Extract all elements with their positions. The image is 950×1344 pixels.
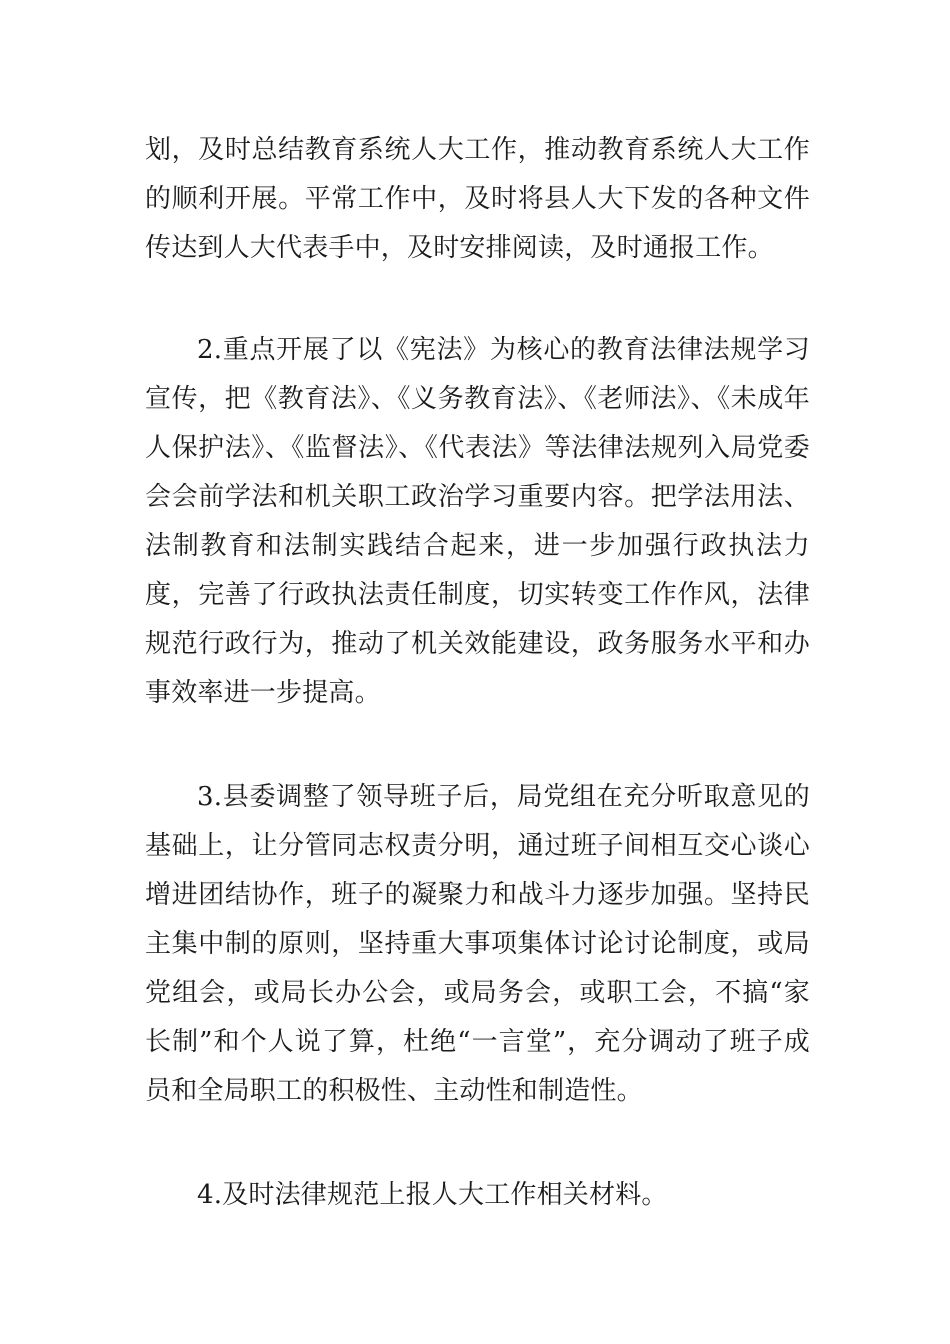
- paragraph-item-3: 3.县委调整了领导班子后，局党组在充分听取意见的基础上，让分管同志权责分明，通过班子间相互交心谈心增进团结协作，班子的凝聚力和战斗力逐步加强。坚持民主集中制的原则，坚持重大事项集体讨论讨论制度，或局党组会，或局长办公会，或局务会，或职工会，不搞“家长制”和个人说了算，杜绝“一言堂”，充分调动了班子成员和全局职工的积极性、主动性和制造性。: [145, 782, 810, 1106]
- paragraph-continuation: 划，及时总结教育系统人大工作，推动教育系统人大工作的顺利开展。平常工作中，及时将县人大下发的各种文件传达到人大代表手中，及时安排阅读，及时通报工作。: [145, 135, 810, 263]
- paragraph-item-4: 4.及时法律规范上报人大工作相关材料。: [197, 1180, 668, 1210]
- paragraph-item-2: 2.重点开展了以《宪法》为核心的教育法律法规学习宣传，把《教育法》、《义务教育法》、《老师法》、《未成年人保护法》、《监督法》、《代表法》等法律法规列入局党委会会前学法和机关职工政治学习重要内容。把学法用法、法制教育和法制实践结合起来，进一步加强行政执法力度，完善了行政执法责任制度，切实转变工作作风，法律规范行政行为，推动了机关效能建设，政务服务水平和办事效率进一步提高。: [145, 335, 810, 708]
